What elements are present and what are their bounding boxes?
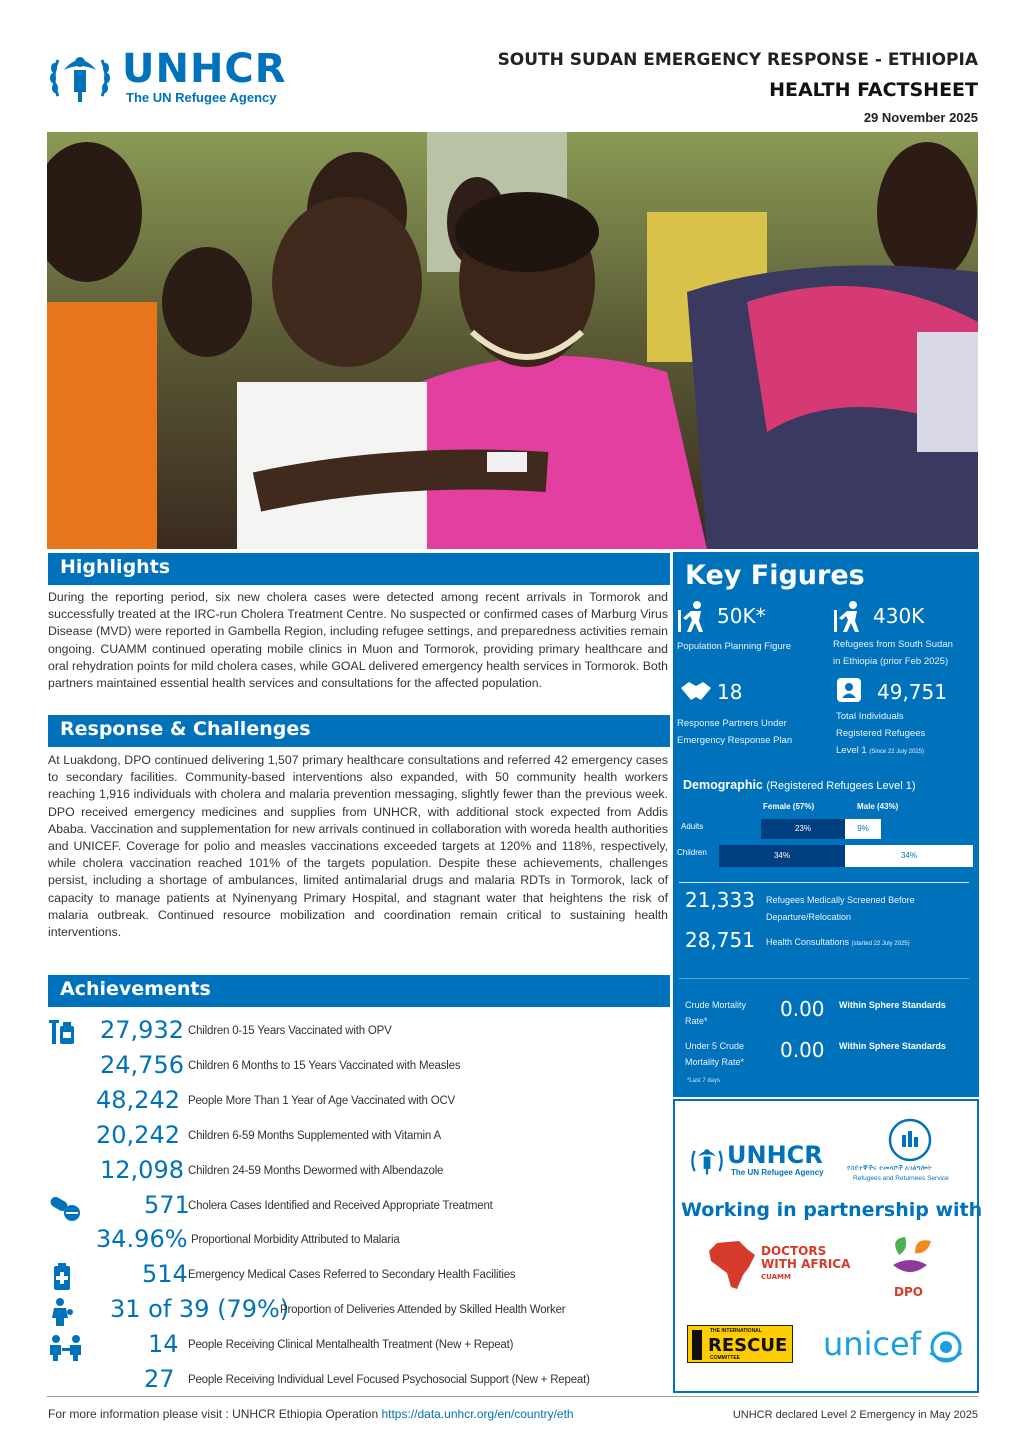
cuamm-line: WITH AFRICA	[761, 1257, 851, 1271]
rrs-emblem-icon	[887, 1117, 933, 1163]
highlights-text: During the reporting period, six new cholera cases were detected among recent arrivals in Tormorok and successfully treated at the IRC-run Cholera Treatment Centre. No suspected or confirmed cases of Marburg Virus Disease (MVD) were reported in Gambella Region, including refugee settings, and preparedness activities remain ongoing. CUAMM continued operating mobile clinics in Muon and Tormorok, providing primary healthcare and oral rehydration points for mild cholera cases, while GOAL delivered emergency health services in Tormorok. Both partners maintained essential health services and consultations for the affected population.	[48, 590, 668, 691]
response-text: At Luakdong, DPO continued delivering 1,507 primary healthcare consultations and referred 42 emergency cases to secondary facilities. Community-based interventions also expanded, with 50 community health workers reaching 1,916 individuals with cholera and malaria prevention messaging, slightly fewer than the previous week. DPO received emergency medicines and supplies from UNHCR, with additional stock expected from Addis Ababa. Vaccination and supplementation for new arrivals continued in collaboration with woreda health authorities and UNICEF. Coverage for polio and measles vaccinations exceeded targets at 120% and 118%, respectively, while cholera vaccination reached 101% of the targets population. Despite these achievements, challenges persist, including a shortage of ambulances, limited antimalarial drugs and malaria RDTs in Tormorok, lack of capacity to manage patients at Nyinenyang Primary Hospital, and stagnant water that heightens the risk of malaria outbreak. Continued resource mobilization and coordination remain critical to sustaining health interventions.	[48, 753, 668, 940]
achievement-label: Children 0-15 Years Vaccinated with OPV	[188, 1025, 392, 1037]
footer-info-text: For more information please visit : UNHCR Ethiopia Operation	[48, 1407, 382, 1421]
children-label: Children	[677, 848, 707, 857]
achievement-value: 14	[148, 1330, 179, 1358]
achievement-item	[48, 1330, 670, 1364]
screened-label: Refugees Medically Screened Before	[766, 895, 915, 905]
pills-icon	[48, 1193, 84, 1223]
walking-refugee-icon	[677, 600, 711, 634]
report-subtitle: HEALTH FACTSHEET	[769, 79, 978, 101]
demographic-heading: Demographic	[683, 778, 763, 792]
achievement-value: 514	[142, 1260, 188, 1288]
footer-rule	[47, 1396, 978, 1397]
unhcr-partner-name: UNHCR	[727, 1141, 823, 1169]
key-figure-value: 49,751	[877, 680, 947, 704]
divider	[679, 882, 969, 883]
screened-label: Departure/Relocation	[766, 912, 852, 922]
refugees-photo-illustration	[47, 132, 978, 549]
unhcr-emblem-icon	[48, 48, 112, 108]
achievement-label: Cholera Cases Identified and Received Appropriate Treatment	[188, 1200, 493, 1212]
demographic-title	[683, 778, 916, 792]
footer-link[interactable]: https://data.unhcr.org/en/country/eth	[381, 1407, 574, 1421]
achievement-item	[48, 1365, 670, 1399]
cmr-status: Within Sphere Standards	[839, 1000, 946, 1010]
key-figure-label	[836, 742, 924, 761]
irc-line: COMMITTEE	[710, 1355, 740, 1361]
key-figure-label-level: Level 1	[836, 745, 867, 756]
rrs-text-amharic: የስደተኞችና ተመላሾች አገልግሎት	[847, 1165, 932, 1172]
cmr-value: 0.00	[780, 997, 825, 1021]
adults-label: Adults	[681, 822, 704, 831]
dpo-emblem-icon	[885, 1235, 935, 1283]
dpo-logo-text: DPO	[894, 1285, 923, 1299]
medical-kit-icon	[48, 1262, 84, 1292]
demographic-subtitle: (Registered Refugees Level 1)	[766, 780, 916, 792]
divider	[679, 978, 969, 979]
children-female-bar: 34%	[719, 845, 845, 867]
achievement-item	[48, 1051, 670, 1085]
key-figure-label: in Ethiopia (prior Feb 2025)	[833, 656, 949, 667]
u5-cmr-status: Within Sphere Standards	[839, 1041, 946, 1051]
consultations-value: 28,751	[685, 928, 755, 952]
key-figures-heading: Key Figures	[685, 560, 865, 591]
consultations-label-text: Health Consultations	[766, 937, 850, 947]
male-legend: Male (43%)	[857, 802, 899, 811]
key-figure-label: Emergency Response Plan	[677, 735, 793, 746]
achievement-label: Emergency Medical Cases Referred to Secondary Health Facilities	[188, 1269, 516, 1281]
achievement-item	[48, 1225, 670, 1259]
achievement-label: Children 6-59 Months Supplemented with Vitamin A	[188, 1130, 441, 1142]
achievement-value: 31 of 39 (79%)	[110, 1295, 290, 1323]
cuamm-logo	[761, 1245, 850, 1284]
achievement-label: People Receiving Clinical Mentalhealth Treatment (New + Repeat)	[188, 1339, 514, 1351]
key-figure-label: Total Individuals	[836, 711, 904, 722]
key-figure-note: (Since 22 July 2025)	[869, 749, 924, 755]
vaccine-icon	[48, 1018, 84, 1048]
female-legend: Female (57%)	[763, 802, 815, 811]
achievement-value: 20,242	[96, 1121, 180, 1149]
walking-refugee-icon	[833, 600, 867, 634]
achievement-label: People More Than 1 Year of Age Vaccinated with OCV	[188, 1095, 456, 1107]
unhcr-emblem-icon	[689, 1143, 725, 1179]
achievement-value: 34.96%	[96, 1225, 188, 1253]
achievements-heading: Achievements	[48, 975, 670, 1007]
mother-child-icon	[48, 1297, 84, 1327]
irc-line: RESCUE	[708, 1335, 788, 1356]
report-title: SOUTH SUDAN EMERGENCY RESPONSE - ETHIOPIA	[497, 50, 978, 70]
key-figure-label: Registered Refugees	[836, 728, 926, 739]
consultations-note: (started 22 July 2025)	[851, 941, 910, 947]
org-name: UNHCR	[122, 46, 287, 92]
screened-value: 21,333	[685, 888, 755, 912]
achievement-item	[48, 1121, 670, 1155]
adults-male-bar: 9%	[845, 819, 881, 839]
irc-line: THE INTERNATIONAL	[710, 1328, 762, 1334]
rrs-text: Refugees and Returnees Service	[853, 1175, 949, 1182]
irc-logo	[687, 1325, 793, 1363]
key-figure-label: Refugees from South Sudan	[833, 639, 953, 650]
achievement-item	[48, 1260, 670, 1294]
handshake-icon	[679, 674, 713, 708]
achievement-label: Children 6 Months to 15 Years Vaccinated with Measles	[188, 1060, 461, 1072]
achievement-value: 571	[144, 1191, 190, 1219]
key-figure-label: Response Partners Under	[677, 718, 787, 729]
unicef-logo-text: unicef	[823, 1325, 921, 1363]
response-heading: Response & Challenges	[48, 715, 670, 747]
adults-female-bar: 23%	[761, 819, 845, 839]
irc-mark-icon	[692, 1330, 702, 1360]
achievement-value: 48,242	[96, 1086, 180, 1114]
achievement-item	[48, 1156, 670, 1190]
key-figure-value: 430K	[873, 604, 925, 628]
key-figure-value: 18	[717, 680, 743, 704]
unhcr-logo	[48, 48, 298, 110]
partnership-heading: Working in partnership with	[681, 1199, 983, 1221]
u5-cmr-label: Mortality Rate*	[685, 1057, 745, 1067]
mental-health-consultation-icon	[48, 1332, 84, 1362]
africa-map-icon	[707, 1239, 757, 1291]
footer-info	[48, 1407, 574, 1421]
u5-cmr-label: Under 5 Crude	[685, 1041, 745, 1051]
key-figure-label: Population Planning Figure	[677, 641, 792, 652]
achievement-label: People Receiving Individual Level Focused Psychosocial Support (New + Repeat)	[188, 1374, 590, 1386]
person-badge-icon	[835, 676, 869, 710]
unicef-emblem-icon	[927, 1329, 965, 1365]
footnote: *Last 7 days	[687, 1078, 721, 1084]
cmr-label: Rate*	[685, 1016, 708, 1026]
achievement-value: 27,932	[100, 1016, 184, 1044]
achievement-label: Proportion of Deliveries Attended by Skilled Health Worker	[280, 1304, 566, 1316]
achievement-value: 24,756	[100, 1051, 184, 1079]
achievement-value: 12,098	[100, 1156, 184, 1184]
achievement-value: 27	[144, 1365, 175, 1393]
achievement-label: Children 24-59 Months Dewormed with Albendazole	[188, 1165, 444, 1177]
cuamm-line: CUAMM	[761, 1273, 791, 1281]
achievement-item	[48, 1086, 670, 1120]
achievement-item	[48, 1016, 670, 1050]
achievement-item	[48, 1295, 670, 1329]
consultations-label	[766, 934, 910, 953]
children-male-bar: 34%	[845, 845, 973, 867]
partners-panel	[673, 1099, 983, 1393]
key-figures-panel	[673, 552, 979, 1097]
hero-photo	[47, 132, 978, 549]
u5-cmr-value: 0.00	[780, 1038, 825, 1062]
footer-emergency-note: UNHCR declared Level 2 Emergency in May 2025	[732, 1409, 978, 1421]
report-date: 29 November 2025	[863, 110, 978, 125]
org-subtitle: The UN Refugee Agency	[126, 90, 277, 105]
cmr-label: Crude Mortality	[685, 1000, 747, 1010]
highlights-heading: Highlights	[48, 553, 670, 585]
key-figure-value: 50K*	[717, 604, 766, 628]
achievement-item	[48, 1191, 670, 1225]
unhcr-partner-sub: The UN Refugee Agency	[731, 1168, 824, 1177]
cuamm-line: DOCTORS	[761, 1244, 827, 1258]
achievement-label: Proportional Morbidity Attributed to Malaria	[191, 1234, 400, 1246]
